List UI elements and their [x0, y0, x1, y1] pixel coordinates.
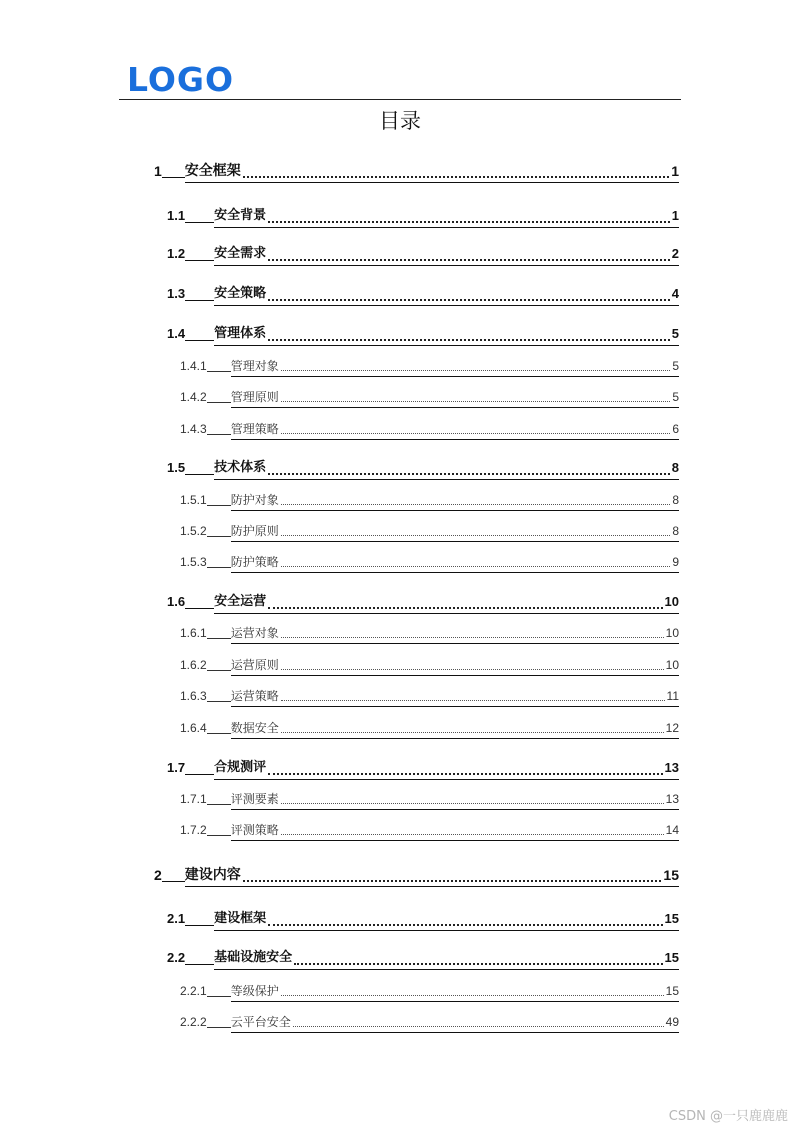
- toc-page-number: 13: [665, 792, 679, 806]
- toc-entry[interactable]: [167, 909, 679, 929]
- toc-entry-underline: [214, 930, 679, 931]
- toc-entry[interactable]: [167, 244, 679, 264]
- toc-dot-leader: [293, 1026, 664, 1027]
- toc-page-number: 10: [665, 626, 679, 640]
- toc-entry-number: 1.5.1: [180, 493, 207, 507]
- toc-entry-label: 安全运营: [214, 594, 267, 609]
- toc-number-separator: [185, 474, 214, 475]
- toc-entry-number: 2.1: [167, 911, 186, 926]
- toc-entry-label: 基础设施安全: [214, 950, 293, 965]
- toc-entry-label: 安全策略: [214, 286, 267, 301]
- toc-entry[interactable]: [180, 491, 679, 509]
- toc-dot-leader: [268, 924, 662, 926]
- toc-entry[interactable]: [180, 719, 679, 737]
- toc-page-number: 15: [664, 911, 679, 926]
- toc-number-separator: [207, 371, 231, 372]
- toc-entry-label: 评测要素: [230, 792, 279, 806]
- toc-entry-underline: [231, 407, 679, 408]
- toc-entry-label: 数据安全: [230, 721, 279, 735]
- toc-dot-leader: [268, 339, 670, 341]
- toc-entry-number: 1.7.2: [180, 823, 207, 837]
- toc-entry-number: 2: [154, 867, 162, 883]
- toc-entry-number: 1.1: [167, 208, 186, 223]
- toc-page-number: 13: [664, 760, 679, 775]
- toc-number-separator: [207, 733, 231, 734]
- toc-entry[interactable]: [180, 790, 679, 808]
- toc-page-number: 1: [671, 163, 679, 179]
- toc-entry-underline: [231, 1032, 679, 1033]
- toc-entry-number: 1.5: [167, 460, 186, 475]
- toc-page-number: 8: [672, 493, 679, 507]
- toc-entry-underline: [231, 541, 679, 542]
- toc-entry-underline: [231, 809, 679, 810]
- toc-page-number: 1: [671, 208, 679, 223]
- toc-entry-number: 1.6.1: [180, 626, 207, 640]
- toc-entry-number: 2.2: [167, 950, 186, 965]
- toc-entry-label: 管理原则: [230, 390, 279, 404]
- logo: LOGO: [127, 60, 235, 99]
- toc-entry-underline: [214, 779, 679, 780]
- toc-page-number: 9: [672, 555, 679, 569]
- toc-entry-number: 1.2: [167, 246, 186, 261]
- toc-dot-leader: [281, 995, 664, 996]
- toc-entry-label: 安全需求: [214, 246, 267, 261]
- toc-entry-label: 建设框架: [214, 911, 267, 926]
- toc-number-separator: [185, 774, 214, 775]
- toc-dot-leader: [268, 607, 662, 609]
- toc-number-separator: [185, 925, 214, 926]
- toc-entry[interactable]: [180, 821, 679, 839]
- toc-entry-underline: [214, 613, 679, 614]
- toc-entry[interactable]: [180, 624, 679, 642]
- toc-dot-leader: [281, 669, 664, 670]
- toc-number-separator: [162, 881, 185, 882]
- toc-entry-number: 2.2.2: [180, 1015, 207, 1029]
- toc-dot-leader: [268, 299, 670, 301]
- toc-number-separator: [207, 701, 231, 702]
- toc-entry-label: 防护对象: [230, 493, 279, 507]
- toc-number-separator: [162, 177, 185, 178]
- toc-entry-label: 合规测评: [214, 760, 267, 775]
- toc-dot-leader: [281, 803, 664, 804]
- toc-dot-leader: [281, 504, 671, 505]
- toc-page-number: 5: [671, 326, 679, 341]
- toc-entry-label: 运营对象: [230, 626, 279, 640]
- toc-entry-underline: [214, 479, 679, 480]
- toc-page-number: 5: [672, 390, 679, 404]
- toc-entry[interactable]: [167, 324, 679, 344]
- toc-entry[interactable]: [167, 284, 679, 304]
- toc-number-separator: [207, 638, 231, 639]
- toc-page-number: 11: [666, 689, 679, 703]
- toc-entry-label: 防护原则: [230, 524, 279, 538]
- toc-entry-number: 1.4.1: [180, 359, 207, 373]
- toc-entry-label: 管理策略: [230, 422, 279, 436]
- toc-page-number: 2: [671, 246, 679, 261]
- toc-entry-label: 防护策略: [230, 555, 279, 569]
- toc-dot-leader: [294, 963, 662, 965]
- toc-page-number: 5: [672, 359, 679, 373]
- toc-entry-label: 安全背景: [214, 208, 267, 223]
- toc-entry-underline: [231, 1001, 679, 1002]
- toc-dot-leader: [281, 834, 664, 835]
- toc-number-separator: [207, 996, 231, 997]
- toc-entry-underline: [231, 840, 679, 841]
- toc-dot-leader: [281, 732, 664, 733]
- toc-entry[interactable]: [180, 1013, 679, 1031]
- toc-dot-leader: [268, 259, 670, 261]
- toc-page-number: 14: [665, 823, 679, 837]
- toc-page-number: 4: [671, 286, 679, 301]
- toc-number-separator: [185, 340, 214, 341]
- toc-entry-underline: [185, 182, 679, 183]
- toc-entry[interactable]: [180, 420, 679, 438]
- toc-entry-underline: [231, 706, 679, 707]
- toc-dot-leader: [268, 773, 662, 775]
- toc-entry-label: 管理对象: [230, 359, 279, 373]
- toc-entry-underline: [231, 439, 679, 440]
- toc-number-separator: [185, 608, 214, 609]
- toc-entry-underline: [214, 227, 679, 228]
- toc-entry-number: 1.6.2: [180, 658, 207, 672]
- toc-number-separator: [185, 964, 214, 965]
- toc-number-separator: [207, 434, 231, 435]
- toc-dot-leader: [281, 637, 664, 638]
- toc-entry-number: 1.6.4: [180, 721, 207, 735]
- toc-dot-leader: [243, 176, 669, 178]
- toc-entry-number: 1: [154, 163, 162, 179]
- toc-entry-underline: [231, 675, 679, 676]
- toc-dot-leader: [281, 535, 671, 536]
- toc-entry-label: 建设内容: [184, 867, 241, 883]
- toc-number-separator: [185, 300, 214, 301]
- toc-number-separator: [207, 505, 231, 506]
- toc-entry[interactable]: [167, 592, 679, 612]
- toc-dot-leader: [281, 700, 665, 701]
- toc-entry-number: 1.7.1: [180, 792, 207, 806]
- toc-number-separator: [185, 222, 214, 223]
- toc-page-number: 15: [665, 984, 679, 998]
- toc-entry-label: 等级保护: [230, 984, 279, 998]
- toc-number-separator: [207, 1027, 231, 1028]
- toc-entry-label: 安全框架: [184, 163, 241, 179]
- toc-page-number: 15: [664, 950, 679, 965]
- toc-entry-label: 运营原则: [230, 658, 279, 672]
- toc-entry[interactable]: [180, 522, 679, 540]
- toc-entry-number: 2.2.1: [180, 984, 207, 998]
- toc-page-number: 10: [664, 594, 679, 609]
- toc-dot-leader: [281, 370, 671, 371]
- toc-entry[interactable]: [154, 865, 679, 885]
- toc-entry[interactable]: [180, 687, 679, 705]
- toc-entry-label: 管理体系: [214, 326, 267, 341]
- toc-entry[interactable]: [167, 948, 679, 968]
- toc-number-separator: [207, 804, 231, 805]
- toc-entry-underline: [214, 265, 679, 266]
- toc-number-separator: [207, 835, 231, 836]
- toc-entry-underline: [214, 305, 679, 306]
- toc-number-separator: [207, 402, 231, 403]
- toc-entry-number: 1.5.2: [180, 524, 207, 538]
- toc-entry[interactable]: [167, 206, 679, 226]
- toc-dot-leader: [281, 433, 671, 434]
- toc-page-number: 6: [672, 422, 679, 436]
- toc-page-number: 10: [665, 658, 679, 672]
- toc-page-number: 8: [672, 524, 679, 538]
- toc-entry-underline: [231, 643, 679, 644]
- toc-entry-label: 运营策略: [230, 689, 279, 703]
- toc-page-number: 49: [665, 1015, 679, 1029]
- toc-entry-underline: [231, 738, 679, 739]
- toc-entry-number: 1.4.3: [180, 422, 207, 436]
- toc-number-separator: [207, 536, 231, 537]
- toc-entry[interactable]: [180, 553, 679, 571]
- toc-entry-underline: [214, 969, 679, 970]
- toc-entry[interactable]: [154, 161, 679, 181]
- toc-dot-leader: [268, 221, 670, 223]
- toc-number-separator: [185, 260, 214, 261]
- toc-entry-underline: [214, 345, 679, 346]
- toc-dot-leader: [281, 566, 671, 567]
- toc-entry[interactable]: [180, 656, 679, 674]
- page-title: 目录: [379, 109, 421, 133]
- toc-dot-leader: [281, 401, 671, 402]
- toc-entry-number: 1.4: [167, 326, 186, 341]
- toc-entry-underline: [231, 376, 679, 377]
- toc-entry[interactable]: [167, 758, 679, 778]
- toc-entry-underline: [231, 510, 679, 511]
- toc-entry-underline: [231, 572, 679, 573]
- toc-entry[interactable]: [167, 458, 679, 478]
- toc-entry-number: 1.7: [167, 760, 186, 775]
- toc-entry-number: 1.6: [167, 594, 186, 609]
- toc-entry[interactable]: [180, 982, 679, 1000]
- toc-number-separator: [207, 567, 231, 568]
- toc-dot-leader: [268, 473, 670, 475]
- toc-entry-number: 1.5.3: [180, 555, 207, 569]
- toc-entry-number: 1.3: [167, 286, 186, 301]
- toc-entry-number: 1.6.3: [180, 689, 207, 703]
- toc-page-number: 15: [663, 867, 679, 883]
- toc-entry-label: 云平台安全: [230, 1015, 291, 1029]
- toc-number-separator: [207, 670, 231, 671]
- toc-entry-number: 1.4.2: [180, 390, 207, 404]
- watermark: CSDN @一只鹿鹿鹿: [668, 1109, 788, 1124]
- toc-entry-underline: [185, 886, 679, 887]
- toc-dot-leader: [243, 880, 662, 882]
- toc-entry[interactable]: [180, 388, 679, 406]
- toc-entry-label: 评测策略: [230, 823, 279, 837]
- toc-entry[interactable]: [180, 357, 679, 375]
- toc-page-number: 12: [665, 721, 679, 735]
- toc-entry-label: 技术体系: [214, 460, 267, 475]
- toc-page-number: 8: [671, 460, 679, 475]
